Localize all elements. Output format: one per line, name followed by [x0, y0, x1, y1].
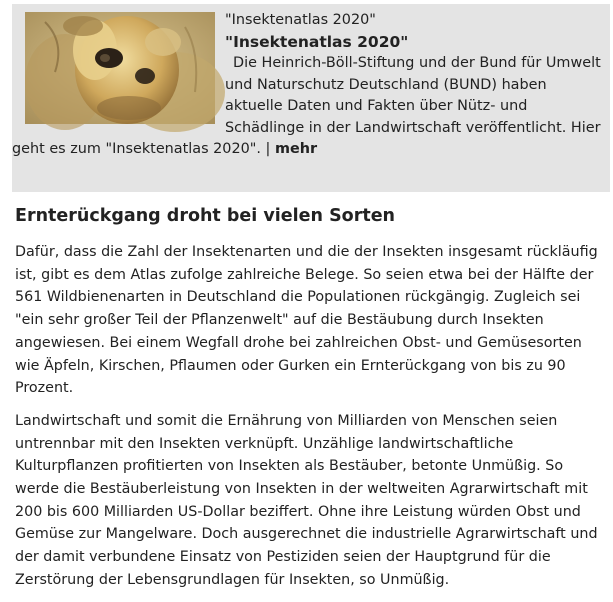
teaser-title[interactable]: "Insektenatlas 2020"	[225, 32, 409, 51]
article-body	[15, 202, 609, 602]
teaser-text-line1: Die Heinrich-Böll-Stiftung und der Bund für Umwelt	[233, 55, 601, 71]
more-link[interactable]: mehr	[274, 141, 318, 157]
teaser-box	[12, 4, 610, 192]
article-paragraph: Dafür, dass die Zahl der Insektenarten und die der Insekten insgesamt rückläufig ist, gibt es dem Atlas zufolge zahlreiche Belege. So seien etwa bei der Hälfte der 561 Wildbienenarten in Deutschland die Populationen rückgängig. Zugleich sei "ein sehr großer Teil der Pflanzenwelt" auf die Bestäubung durch Insekten angewiesen. Bei einem Wegfall drohe bei zahlreichen Obst- und Gemüsesorten wie Äpfeln, Kirschen, Pflaumen oder Gurken ein Ernterückgang von bis zu 90 Prozent.	[15, 244, 598, 397]
teaser-kicker: "Insektenatlas 2020"	[225, 12, 376, 28]
teaser-body	[12, 10, 602, 161]
article-paragraph: Landwirtschaft und somit die Ernährung von Milliarden von Menschen seien untrennbar mit den Insekten verknüpft. Unzählige landwirtschaftliche Kulturpflanzen profitierten von Insekten als Bestäuber, betonte Unmüßig. So werde die Bestäuberleistung von Insekten in der weltweiten Agrarwirtschaft mit 200 bis 600 Milliarden US-Dollar beziffert. Ohne ihre Leistung würden Obst und Gemüse zur Mangelware. Doch ausgerechnet die industrielle Agrarwirtschaft und der damit verbundene Einsatz von Pestiziden seien der Hauptgrund für die Zerstörung der Lebensgrundlagen für Insekten, so Unmüßig.	[15, 412, 598, 588]
section-heading: Ernterückgang droht bei vielen Sorten	[15, 206, 396, 226]
teaser-text-rest: und Naturschutz Deutschland (BUND) haben aktuelle Daten und Fakten über Nütz- und Schädlinge in der Landwirtschaft veröffentlicht. Hier geht es zum "Insektenatlas 2020". |	[12, 76, 601, 157]
